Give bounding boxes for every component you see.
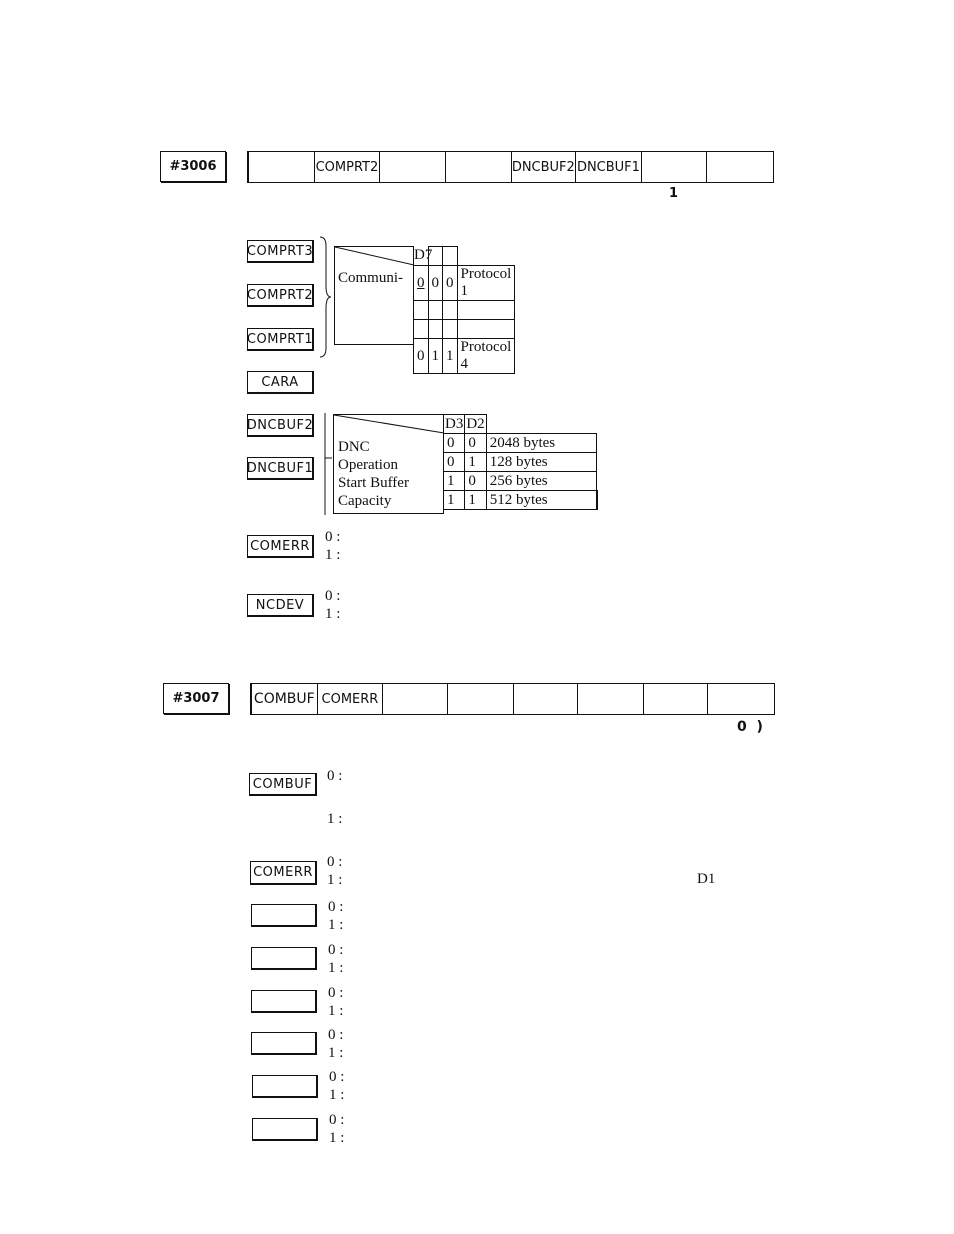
default-note-3007: 0 ) xyxy=(737,719,763,735)
bit-5 xyxy=(380,152,446,182)
empty-values-4: 0 : 1 : xyxy=(328,1027,344,1061)
empty-values-3: 0 : 1 : xyxy=(328,985,344,1019)
bit-0 xyxy=(707,152,773,182)
ncdev-values: 0 : 1 : xyxy=(325,588,341,622)
bit-3: DNCBUF2 xyxy=(512,152,577,182)
key-empty-3 xyxy=(251,990,317,1013)
key-combuf: COMBUF xyxy=(249,773,317,796)
diagonal-icon xyxy=(333,414,444,434)
param-number-3006: #3006 xyxy=(160,151,226,182)
key-dncbuf2: DNCBUF2 xyxy=(247,414,314,437)
table-row: 0 0 0 Protocol 1 xyxy=(414,266,515,301)
bit-0 xyxy=(708,684,774,714)
comerr2-note: D1 xyxy=(697,871,716,887)
combuf-value-0: 0 : xyxy=(327,768,343,784)
bit-2: DNCBUF1 xyxy=(576,152,642,182)
bit-5 xyxy=(383,684,448,714)
key-cara: CARA xyxy=(247,371,314,394)
comerr-values: 0 : 1 : xyxy=(325,529,341,563)
bit-6: COMERR xyxy=(318,684,384,714)
empty-values-1: 0 : 1 : xyxy=(328,899,344,933)
bit-3 xyxy=(514,684,579,714)
empty-values-6: 0 : 1 : xyxy=(329,1112,345,1146)
key-dncbuf1: DNCBUF1 xyxy=(247,457,314,480)
key-empty-2 xyxy=(251,947,317,970)
table-row: 0 0 2048 bytes xyxy=(444,434,597,453)
bit-6: COMPRT2 xyxy=(315,152,381,182)
buffer-grid: D3 D2 0 0 2048 bytes 0 1 128 bytes 1 0 256 bytes 1 1 512 bytes xyxy=(443,414,598,510)
bit-row-3007 xyxy=(250,683,775,715)
bit-7: COMBUF xyxy=(252,684,318,714)
bit-7 xyxy=(249,152,315,182)
table-row: 0 1 128 bytes xyxy=(444,453,597,472)
bit-4 xyxy=(446,152,512,182)
bit-row-3006 xyxy=(247,151,774,183)
empty-values-2: 0 : 1 : xyxy=(328,942,344,976)
table-row: 1 1 512 bytes xyxy=(444,491,597,510)
key-ncdev: NCDEV xyxy=(247,594,314,617)
protocol-label: Communi- xyxy=(338,270,404,286)
table-row: 0 1 1 Protocol 4 xyxy=(414,339,515,374)
key-comprt2: COMPRT2 xyxy=(247,284,314,307)
key-empty-1 xyxy=(251,904,317,927)
key-empty-4 xyxy=(251,1032,317,1055)
bit-1 xyxy=(642,152,708,182)
bit-1 xyxy=(644,684,709,714)
bit-2 xyxy=(578,684,644,714)
bracket-icon xyxy=(318,412,334,516)
buffer-table xyxy=(333,414,599,514)
table-row xyxy=(414,301,515,320)
header-d7: D7 xyxy=(414,247,433,263)
key-empty-6 xyxy=(252,1118,318,1141)
table-row: 1 0 256 bytes xyxy=(444,472,597,491)
bit-4 xyxy=(448,684,514,714)
key-comerr: COMERR xyxy=(247,535,314,558)
param-number-3007: #3007 xyxy=(163,683,229,714)
combuf-value-1: 1 : xyxy=(327,811,343,827)
protocol-grid xyxy=(413,246,515,374)
default-note-3006: 1 xyxy=(669,186,679,201)
comerr2-values: 0 : 1 : xyxy=(327,854,343,888)
key-comerr-2: COMERR xyxy=(250,861,317,885)
buffer-label: DNC Operation Start Buffer Capacity xyxy=(338,439,409,509)
key-comprt1: COMPRT1 xyxy=(247,328,314,351)
empty-values-5: 0 : 1 : xyxy=(329,1069,345,1103)
table-row xyxy=(414,320,515,339)
brace-icon xyxy=(318,236,334,358)
key-empty-5 xyxy=(252,1075,318,1098)
key-comprt3: COMPRT3 xyxy=(247,240,314,263)
